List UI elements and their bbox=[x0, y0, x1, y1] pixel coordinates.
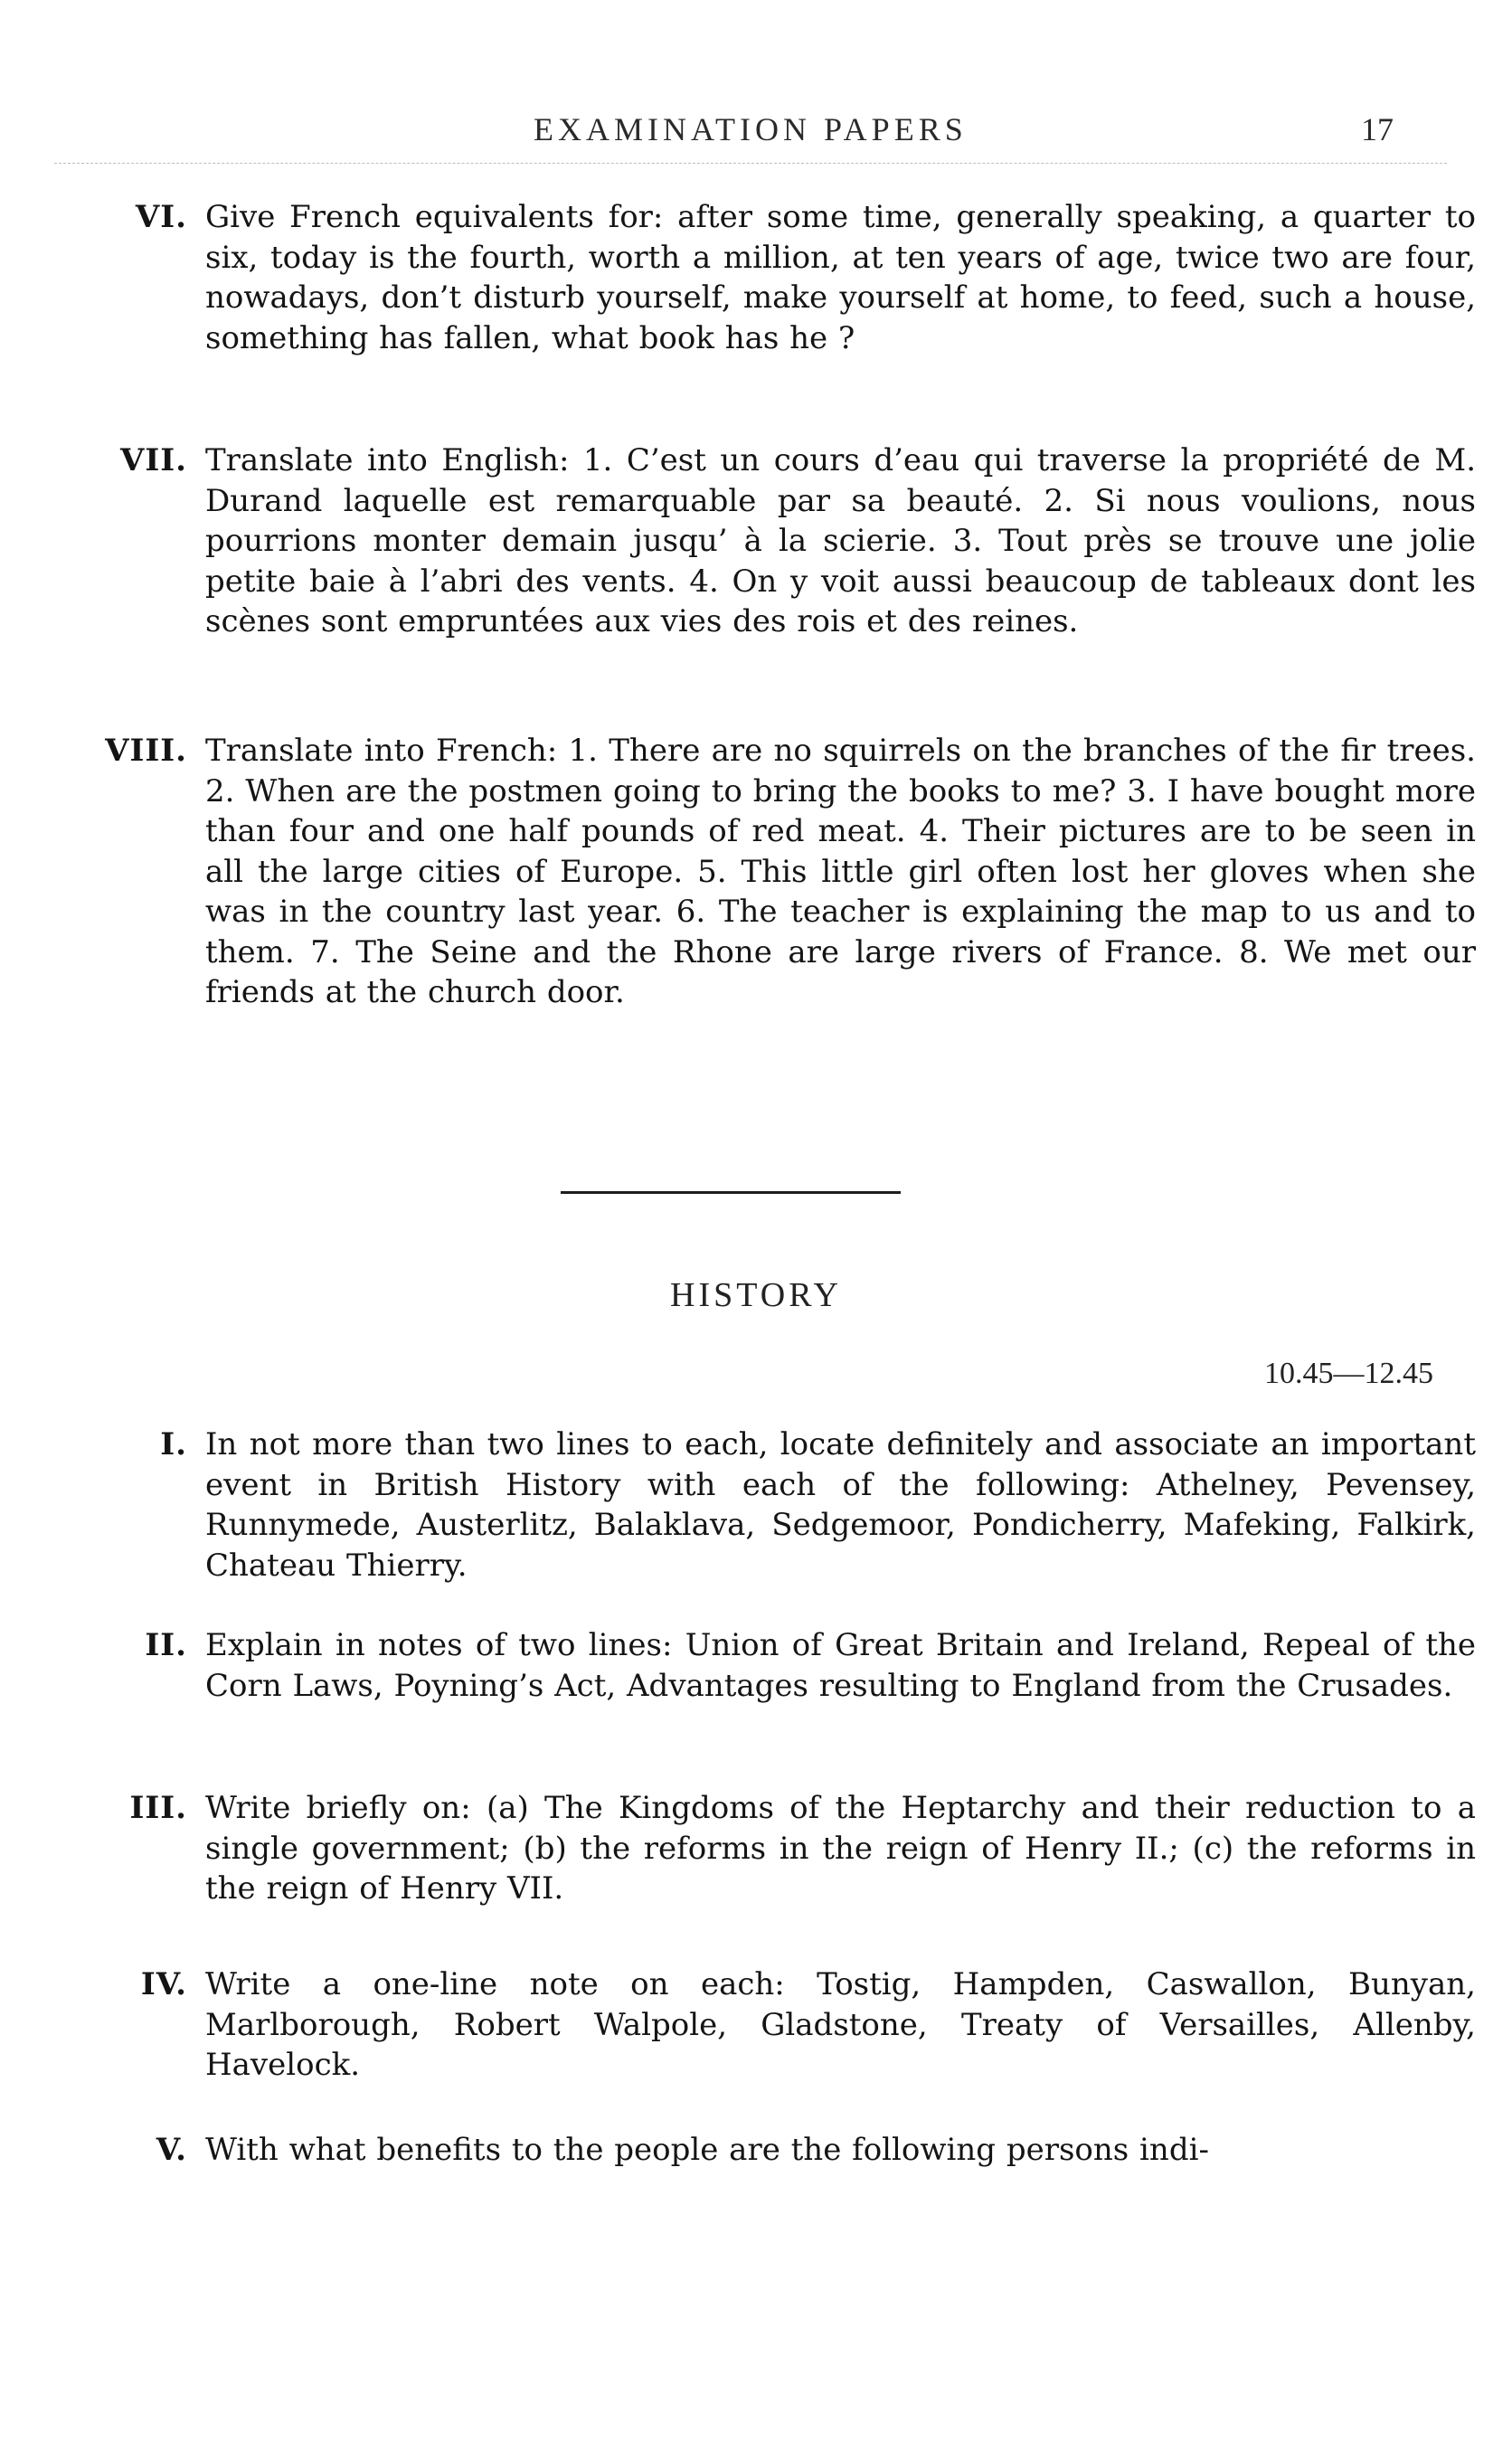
question-text: Translate into French: 1. There are no squirrels on the branches of the fir trees. 2. When are the postmen going to bring the books to me? 3. I have bought more than four and one half pounds of red meat. 4. Their pictures are to be seen in all the large cities of Europe. 5. This little girl often lost her gloves when she was in the country last year. 6. The teacher is explaining the map to us and to them. 7. The Seine and the Rhone are large rivers of France. 8. We met our friends at the church door. bbox=[205, 733, 1476, 1010]
question-number: VIII. bbox=[105, 733, 187, 769]
running-head: EXAMINATION PAPERS bbox=[534, 111, 968, 147]
question-text: Write a one-line note on each: Tostig, Hampden, Caswallon, Bunyan, Marlborough, Robert Walpole, Gladstone, Treaty of Versailles, Allenby, Havelock. bbox=[205, 1966, 1476, 2083]
question-number: VI. bbox=[135, 199, 187, 235]
question-text: Explain in notes of two lines: Union of Great Britain and Ireland, Repeal of the Corn Laws, Poyning’s Act, Advantages resulting to England from the Crusades. bbox=[205, 1627, 1476, 1704]
question-text: In not more than two lines to each, locate definitely and associate an important event in British History with each of the following: Athelney, Pevensey, Runnymede, Austerlitz, Balaklava, Sedgemoor, Pondicherry, Mafeking, Falkirk, Chateau Thierry. bbox=[205, 1426, 1476, 1584]
question-text: Translate into English: 1. C’est un cours d’eau qui traverse la propriété de M. Durand laquelle est remarquable par sa beauté. 2. Si nous voulions, nous pourrions monter demain jusqu’ à la scierie. 3. Tout près se trouve une jolie petite baie à l’abri des vents. 4. On y voit aussi beaucoup de tableaux dont les scènes sont empruntées aux vies des rois et des reines. bbox=[205, 442, 1476, 639]
section-divider bbox=[561, 1191, 901, 1194]
question-number: III. bbox=[129, 1790, 187, 1826]
question-text: With what benefits to the people are the following persons indi- bbox=[205, 2132, 1209, 2168]
question-text: Write briefly on: (a) The Kingdoms of the Heptarchy and their reduction to a single government; (b) the reforms in the reign of Henry II.; (c) the reforms in the reign of Henry VII. bbox=[205, 1790, 1476, 1907]
question-number: VII. bbox=[119, 442, 187, 478]
header-rule bbox=[54, 163, 1447, 164]
question-text: Give French equivalents for: after some time, generally speaking, a quarter to six, today is the fourth, worth a million, at ten years of age, twice two are four, nowadays, don’t disturb yourself, make yourself at home, to feed, such a house, something has fallen, what book has he ? bbox=[205, 199, 1476, 356]
question-number: V. bbox=[156, 2132, 187, 2168]
question-number: II. bbox=[145, 1627, 187, 1663]
page-header bbox=[0, 110, 1512, 165]
section-time: 10.45—12.45 bbox=[1264, 1357, 1433, 1390]
page-number: 17 bbox=[1361, 111, 1394, 147]
question-number: IV. bbox=[140, 1966, 187, 2002]
question-number: I. bbox=[160, 1426, 187, 1462]
section-title-history: HISTORY bbox=[670, 1276, 842, 1314]
